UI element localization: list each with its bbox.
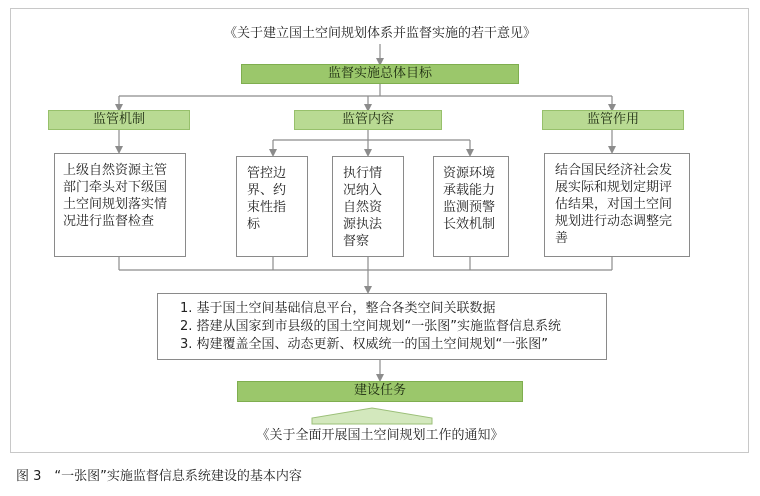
source-document-top: 《关于建立国土空间规划体系并监督实施的若干意见》 [223,26,536,41]
mechanism-box: 上级自然资源主管部门牵头对下级国土空间规划落实情况进行监督检查 [54,153,186,257]
category-mechanism: 监管机制 [48,110,190,130]
role-box: 结合国民经济社会发展实际和规划定期评估结果，对国土空间规划进行动态调整完善 [544,153,690,257]
source-document-bottom: 《关于全面开展国土空间规划工作的通知》 [256,428,504,443]
content-box-3: 资源环境承载能力监测预警长效机制 [433,156,509,257]
task-item: 3. 构建覆盖全国、动态更新、权威统一的国土空间规划“一张图” [180,337,549,352]
task-item: 2. 搭建从国家到市县级的国土空间规划“一张图”实施监督信息系统 [180,319,562,334]
tasks-box [157,293,607,360]
overall-goal-label: 监督实施总体目标 [241,64,519,84]
construction-task-label: 建设任务 [237,381,523,402]
content-box-1: 管控边界、约束性指标 [236,156,308,257]
upward-arrow-icon [312,408,432,424]
content-box-2: 执行情况纳入自然资源执法督察 [332,156,404,257]
category-content: 监管内容 [294,110,442,130]
figure-caption: 图 3 “一张图”实施监督信息系统建设的基本内容 [16,469,302,484]
task-item: 1. 基于国土空间基础信息平台，整合各类空间关联数据 [180,301,496,316]
category-role: 监管作用 [542,110,684,130]
